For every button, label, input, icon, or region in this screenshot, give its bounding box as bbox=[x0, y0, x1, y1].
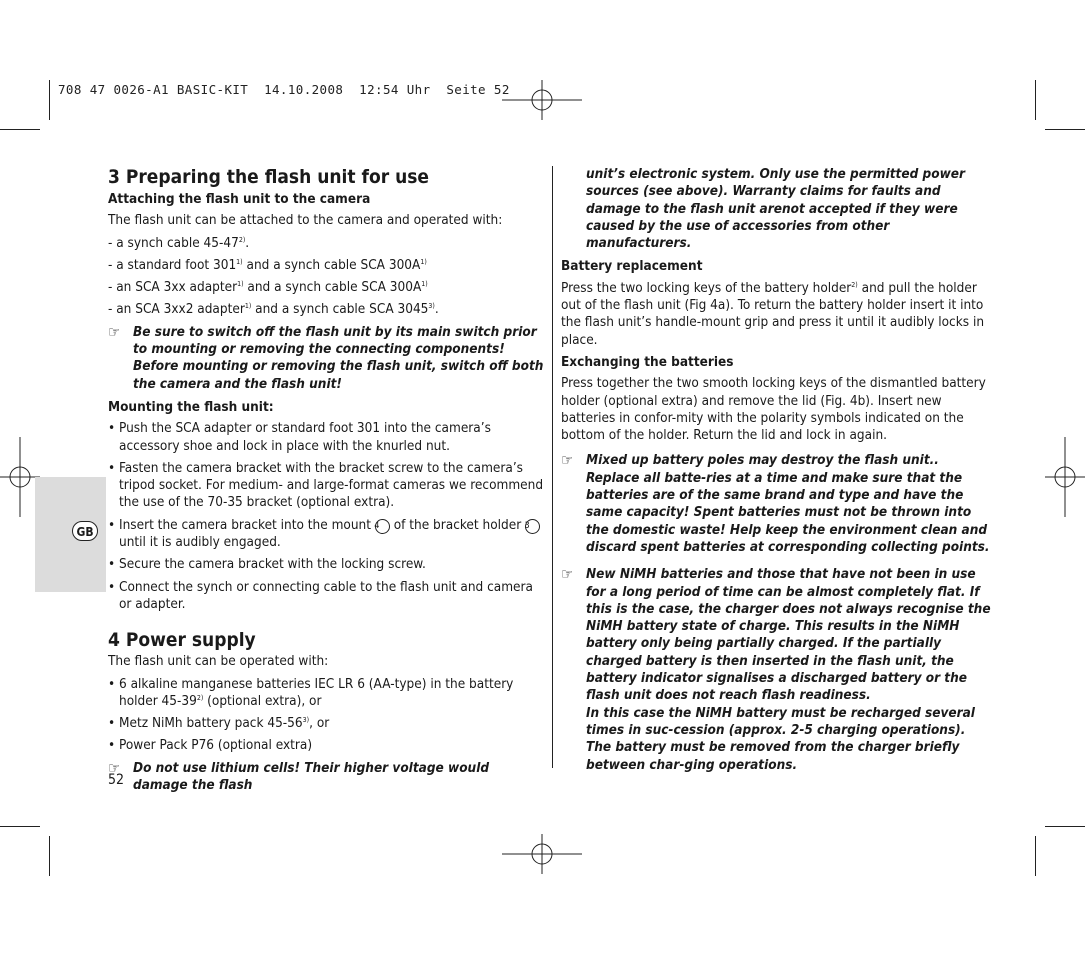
subheading: Attaching the flash unit to the camera bbox=[108, 191, 371, 207]
subheading: Exchanging the batteries bbox=[561, 353, 734, 370]
bullet-item: • Metz NiMh battery pack 45-56$^{3)}$, or bbox=[108, 715, 330, 732]
crosshair-icon bbox=[502, 80, 582, 120]
list-item: - an SCA 3xx2 adapter$^{1)}$ and a synch cable SCA 3045$^{3)}$. bbox=[108, 301, 439, 318]
list-item: - a synch cable 45-47$^{2)}$. bbox=[108, 234, 250, 251]
crop-mark bbox=[0, 129, 40, 130]
left-column bbox=[108, 164, 544, 800]
pointing-hand-icon: ☞ bbox=[561, 451, 574, 470]
bullet-item: • Connect the synch or connecting cable to the flash unit and camera or adapter. bbox=[108, 578, 533, 612]
warning-note-continued: unit’s electronic system. Only use the permitted power sources (see above). Warranty claims for faults and damage to the flash unit arenot accepted if they were caused by the use of accessories from other manufacturers. bbox=[586, 166, 966, 252]
crop-mark bbox=[49, 80, 50, 120]
crosshair-icon bbox=[1045, 437, 1085, 517]
bullet-item: • Secure the camera bracket with the locking screw. bbox=[108, 556, 426, 573]
crop-mark bbox=[1035, 80, 1036, 120]
crosshair-icon bbox=[0, 437, 40, 517]
page-number: 52 bbox=[108, 772, 125, 788]
crop-mark bbox=[1035, 836, 1036, 876]
warning-note: ☞ Be sure to switch off the flash unit by its main switch prior to mounting or removing the connecting components! Before mounting or removing the flash unit, switch off both the camera and the flash unit! bbox=[108, 322, 544, 392]
bullet-item: • Insert the camera bracket into the mount 4 of the bracket holder 3 until it is audibly engaged. bbox=[108, 517, 544, 552]
section-title: 3 Preparing the flash unit for use bbox=[108, 166, 430, 188]
warning-note: ☞ Mixed up battery poles may destroy the flash unit.. Replace all batte-ries at a time and make sure that the batteries are of the same brand and type and have the same capacity! Spent batteries must not be thrown into the domestic waste! Help keep the environment clean and discard spent batteries at corresponding collecting points. bbox=[561, 451, 990, 555]
paragraph: Press together the two smooth locking keys of the dismantled battery holder (optional extra) and remove the lid (Fig. 4b). Insert new batteries in confor-mity with the polarity symbols indicated on the bottom of the holder. Return the lid and lock in again. bbox=[561, 375, 986, 444]
subheading: Mounting the flash unit: bbox=[108, 398, 274, 415]
bullet-item: • 6 alkaline manganese batteries IEC LR 6 (AA-type) in the battery holder 45-39$^{2)}$ (optional extra), or bbox=[108, 675, 514, 709]
paragraph: The flash unit can be attached to the camera and operated with: bbox=[108, 212, 503, 229]
pointing-hand-icon: ☞ bbox=[561, 565, 574, 584]
paragraph: The flash unit can be operated with: bbox=[108, 653, 329, 670]
bullet-item: • Fasten the camera bracket with the bracket screw to the camera’s tripod socket. For medium- and large-format cameras we recommend the use of the 70-35 bracket (optional extra). bbox=[108, 459, 544, 511]
paragraph: Press the two locking keys of the battery holder$^{2)}$ and pull the holder out of the flash unit (Fig 4a). To return the battery holder insert it into the flash unit’s handle-mount grip and press it until it audibly locks in place. bbox=[561, 279, 985, 348]
language-badge: GB bbox=[72, 521, 98, 541]
pointing-hand-icon: ☞ bbox=[108, 322, 121, 341]
bullet-item: • Power Pack P76 (optional extra) bbox=[108, 737, 313, 754]
list-item: - an SCA 3xx adapter$^{1)}$ and a synch cable SCA $300A^{1)}$ bbox=[108, 279, 428, 296]
circled-number: 4 bbox=[375, 519, 390, 534]
crosshair-icon bbox=[502, 834, 582, 874]
right-column bbox=[561, 166, 993, 780]
crop-mark bbox=[49, 836, 50, 876]
pointing-hand-icon: ☞ bbox=[108, 758, 121, 777]
warning-note: ☞ Do not use lithium cells! Their higher voltage would damage the flash bbox=[108, 758, 490, 794]
list-item: - a standard foot 301$^{1)}$ and a synch cable SCA $300A^{1)}$ bbox=[108, 256, 427, 273]
bullet-item: • Push the SCA adapter or standard foot 301 into the camera’s accessory shoe and lock in place with the knurled nut. bbox=[108, 420, 491, 454]
warning-note: ☞ New NiMH batteries and those that have not been in use for a long period of time can be almost completely flat. If this is the case, the charger does not always recognise the NiMH battery state of charge. This results in the NiMH battery only being partially charged. If the partially charged battery is then inserted in the flash unit, the battery indicator signalises a discharged battery or the flash unit does not reach flash readiness. In this case the NiMH battery must be recharged several times in suc-cession (approx. 2-5 charging operations). The battery must be removed from the charger briefly between char-ging operations. bbox=[561, 565, 991, 773]
section-title: 4 Power supply bbox=[108, 629, 256, 652]
print-header: 708 47 0026-A1 BASIC-KIT 14.10.2008 12:54 Uhr Seite 52 bbox=[58, 82, 510, 97]
crop-mark bbox=[0, 826, 40, 827]
column-divider bbox=[552, 166, 553, 768]
crop-mark bbox=[1045, 129, 1085, 130]
crop-mark bbox=[1045, 826, 1085, 827]
circled-number: 3 bbox=[525, 519, 540, 534]
subheading: Battery replacement bbox=[561, 258, 703, 275]
